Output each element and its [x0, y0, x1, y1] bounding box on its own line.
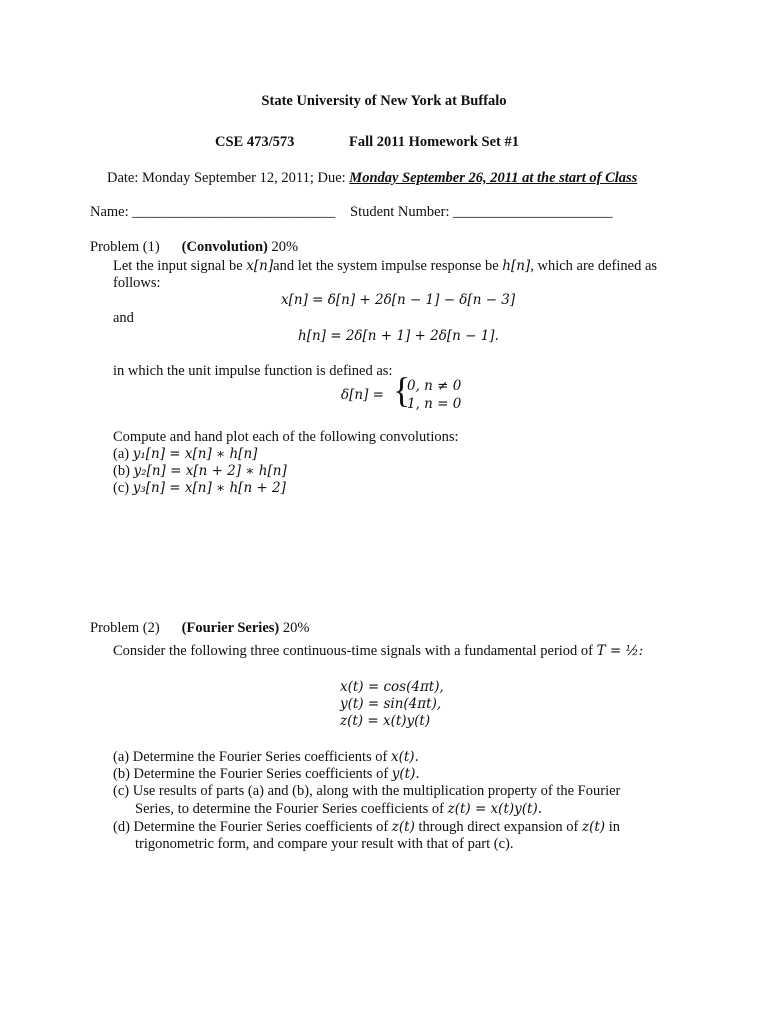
- compute-instruction: Compute and hand plot each of the following convolutions:: [113, 429, 459, 445]
- problem1-part-a: (a) y₁[n] = x[n] ∗ h[n]: [113, 446, 258, 462]
- and-text: and: [113, 310, 134, 326]
- problem2-part-a: (a) Determine the Fourier Series coefficients of x(t).: [113, 749, 419, 765]
- problem2-part-b: (b) Determine the Fourier Series coefficients of y(t).: [113, 766, 420, 782]
- due-date: Monday September 26, 2011 at the start of Class: [349, 170, 638, 186]
- name-field: Name: ____________________________: [90, 204, 336, 220]
- date-line: Date: Monday September 12, 2011; Due: Monday September 26, 2011 at the start of Class: [107, 170, 638, 186]
- delta-lhs: δ[n] =: [341, 387, 384, 403]
- impulse-intro: in which the unit impulse function is defined as:: [113, 363, 393, 379]
- equation-x-t: x(t) = cos(4πt),: [340, 679, 444, 695]
- delta-case-1: 0, n ≠ 0: [407, 378, 462, 394]
- problem2-part-c-cont: Series, to determine the Fourier Series coefficients of z(t) = x(t)y(t).: [135, 801, 543, 817]
- student-number-field: Student Number: ______________________: [350, 204, 613, 220]
- problem2-part-c: (c) Use results of parts (a) and (b), along with the multiplication property of the Fourier: [113, 783, 621, 799]
- equation-h: h[n] = 2δ[n + 1] + 2δ[n − 1].: [298, 328, 499, 344]
- brace-icon: {: [393, 370, 411, 410]
- problem2-heading: Problem (2) (Fourier Series) 20%: [90, 620, 310, 636]
- problem1-part-b: (b) y₂[n] = x[n + 2] ∗ h[n]: [113, 463, 287, 479]
- equation-y-t: y(t) = sin(4πt),: [340, 696, 442, 712]
- equation-z-t: z(t) = x(t)y(t): [340, 713, 431, 729]
- equation-x: x[n] = δ[n] + 2δ[n − 1] − δ[n − 3]: [281, 292, 516, 308]
- problem2-intro: Consider the following three continuous-time signals with a fundamental period of T = ½:: [113, 643, 644, 659]
- problem1-heading: Problem (1) (Convolution) 20%: [90, 239, 299, 255]
- delta-case-2: 1, n = 0: [407, 396, 462, 412]
- problem1-intro: Let the input signal be x[n]and let the system impulse response be h[n], which are defined as: [113, 258, 658, 274]
- university-title: State University of New York at Buffalo: [261, 93, 507, 109]
- homework-title: Fall 2011 Homework Set #1: [349, 134, 519, 150]
- problem1-part-c: (c) y₃[n] = x[n] ∗ h[n + 2]: [113, 480, 286, 496]
- course-code: CSE 473/573: [215, 134, 295, 150]
- problem2-part-d-cont: trigonometric form, and compare your result with that of part (c).: [135, 836, 514, 852]
- problem2-part-d: (d) Determine the Fourier Series coefficients of z(t) through direct expansion of z(t) in: [113, 819, 620, 835]
- problem1-intro-cont: follows:: [113, 275, 161, 291]
